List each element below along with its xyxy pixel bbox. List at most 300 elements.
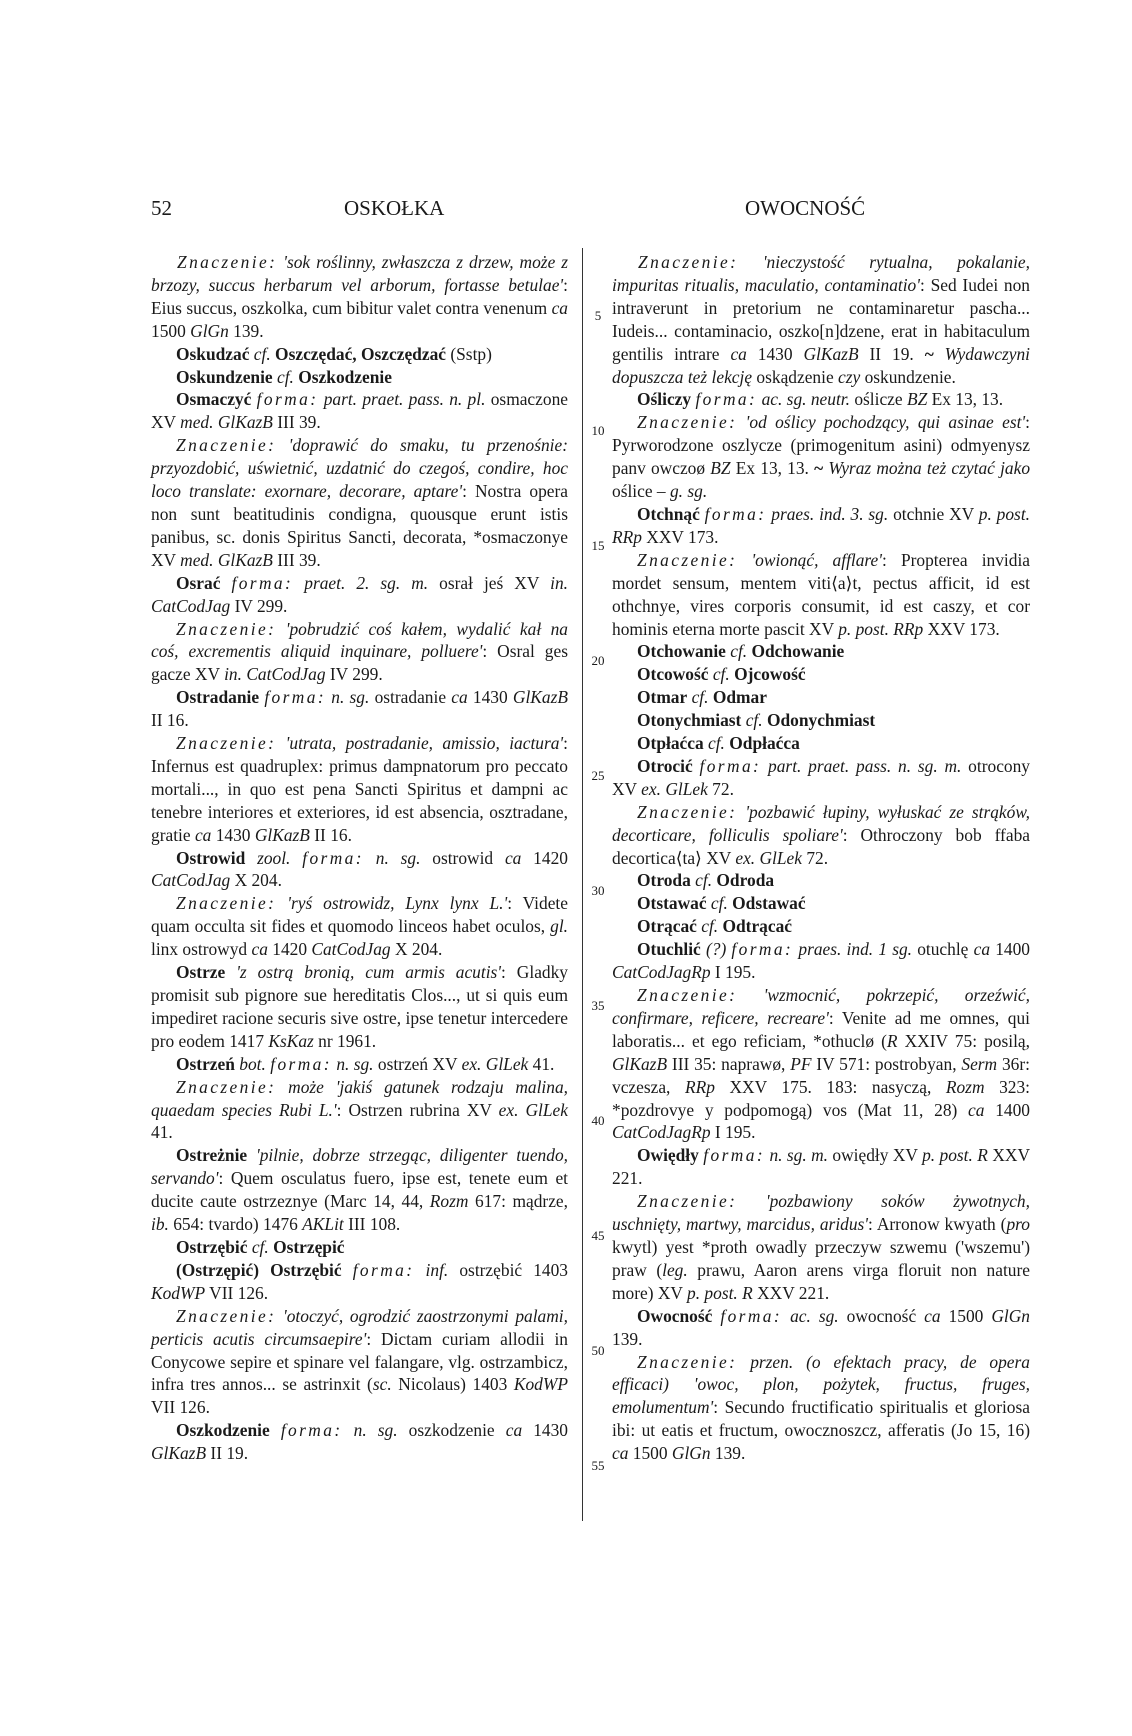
grammar: n. sg.: [336, 1053, 374, 1074]
form-label: forma:: [703, 1145, 766, 1166]
headword: Otstawać: [637, 893, 707, 914]
abbrev: gl.: [550, 916, 568, 937]
entry-paragraph: [151, 1236, 568, 1259]
citation: Nicolaus) 1403: [391, 1374, 514, 1395]
locus: XXV 221.: [752, 1282, 830, 1303]
headword: Osmaczyć: [176, 389, 252, 410]
grammar: n. sg.: [353, 1420, 398, 1441]
locus: II 19.: [858, 343, 925, 364]
citation: 323: *pozdrovye y podpomogą) vos (Mat 11, 28): [612, 1076, 1030, 1120]
form-label: forma:: [731, 939, 794, 960]
source: GlKazB: [512, 687, 568, 708]
source: GlKazB: [803, 343, 859, 364]
form-label: forma:: [256, 389, 319, 410]
citation: : Propterea invidia mordet sensum, mentem viti⟨a⟩t, pectus afficit, id est othchnye, vires corporis consumit, id est caszy, et cor hominis eterna morte pascit XV: [612, 549, 1030, 639]
abbrev: ex.: [498, 1099, 519, 1120]
locus: Ex 13, 13.: [927, 389, 1004, 410]
cf-label: cf.: [708, 664, 730, 685]
line-number: 50: [591, 1343, 605, 1358]
qualifier: zool.: [257, 847, 291, 868]
citation: : Videte quam occulta sit fides et quomodo linceos habet oculos,: [151, 893, 568, 937]
citation: oskądzenie: [752, 366, 839, 387]
abbrev: ca: [251, 939, 268, 960]
column-divider: [582, 248, 583, 1521]
meaning-label: Znaczenie:: [176, 893, 277, 914]
headword: Oszkodzenie: [176, 1420, 270, 1441]
headword: Otcowość: [637, 664, 709, 685]
locus: I 195.: [710, 1122, 756, 1143]
source: GlKazB: [151, 1443, 207, 1464]
locus: VII 126.: [151, 1397, 210, 1418]
cross-ref: Odstawać: [727, 893, 806, 914]
abbrev: ca: [194, 824, 212, 845]
line-number: 40: [591, 1113, 605, 1128]
entry-paragraph: [151, 388, 568, 434]
cf-label: cf.: [725, 641, 748, 662]
line-number: 5: [594, 308, 602, 323]
locus: IV 299.: [230, 595, 288, 616]
qualifier: bot.: [239, 1053, 266, 1074]
locus: II 16.: [151, 710, 189, 731]
locus: 139.: [710, 1443, 746, 1464]
entry-paragraph: [612, 984, 1030, 1144]
abbrev: ca: [973, 939, 991, 960]
cross-ref: Odonychmiast: [762, 710, 876, 731]
year: 1400: [984, 1099, 1030, 1120]
abbrev: czy: [838, 366, 861, 387]
grammar: praet. 2. sg. m.: [304, 572, 429, 593]
headword: Otchnąć: [637, 503, 700, 524]
entry-paragraph: [151, 1259, 568, 1305]
year: 1500: [940, 1305, 992, 1326]
abbrev: ca: [505, 1420, 523, 1441]
year: 1500: [628, 1443, 672, 1464]
entry-paragraph: [612, 732, 1030, 755]
source: R: [977, 1145, 988, 1166]
year: 1400: [990, 939, 1030, 960]
grammar: ac. sg. neutr.: [761, 389, 850, 410]
entry-paragraph: [612, 1144, 1030, 1190]
entry-paragraph: [612, 1305, 1030, 1351]
citation: oszkodzenie: [397, 1420, 506, 1441]
year: 1430: [522, 1420, 569, 1441]
abbrev: med.: [180, 549, 214, 570]
headword: Oskundzenie: [176, 366, 273, 387]
citation: : Othroczony bob ffaba decortica⟨ta⟩ XV: [612, 824, 1030, 868]
meaning-label: Znaczenie:: [638, 252, 739, 272]
citation: owocność: [838, 1305, 925, 1326]
abbrev: ex.: [641, 778, 661, 799]
citation: linx ostrowyd: [151, 939, 252, 960]
form-label: forma:: [699, 755, 762, 776]
source: GlLek: [485, 1053, 529, 1074]
source: PF: [790, 1053, 812, 1074]
abbrev: ex.: [461, 1053, 482, 1074]
grammar: g. sg.: [669, 481, 708, 502]
line-number: 15: [591, 538, 605, 553]
form-label: forma:: [720, 1305, 783, 1326]
abbrev: in.: [224, 664, 242, 685]
abbrev: ca: [730, 343, 747, 364]
headword: Otpłaćca: [637, 733, 704, 754]
citation: ostrzębić 1403: [448, 1259, 568, 1280]
citation: prawu, Aaron arens virga floruit non nature more) XV: [612, 1259, 1030, 1303]
year: 1500: [151, 320, 191, 341]
citation: osrał jeś XV: [428, 572, 551, 593]
citation: : Secundo fructificatio spiritualis et gloriosa ibi: ut eatis et fructum, owocznoszcz, afferatis (Jo 15, 16): [612, 1397, 1030, 1441]
source: KsKaz: [268, 1030, 314, 1051]
locus: II 19.: [206, 1443, 249, 1464]
citation: : Infernus est quadruplex: primus dampnatorum pro peccato mortali..., in quo est pena Sancti Spiritus et dampni ac tenebre interiores et exteriores, id est absencia, osztradane, gratie: [151, 733, 568, 845]
citation: owiędły XV: [828, 1145, 923, 1166]
cross-ref: Oszczędać, Oszczędzać: [270, 343, 446, 364]
running-header: [0, 196, 1132, 222]
locus: X 204.: [230, 870, 282, 891]
locus: IV 299.: [325, 664, 383, 685]
form-label: forma:: [695, 389, 758, 410]
source: BZ: [710, 458, 731, 479]
definition: 'sok roślinny, zwłaszcza z drzew, może z brzozy, succus herbarum vel arborum, fortasse betulae': [151, 252, 568, 295]
source: CatCodJag: [246, 664, 326, 685]
source: RRp: [684, 1076, 715, 1097]
entry-paragraph: [612, 251, 1030, 388]
meaning-label: Znaczenie:: [176, 733, 277, 754]
citation: : Nostra opera non sunt beatitudinis condigna, quousque erunt istis panibus, sc. donis Spiritus Sancti, decorata, *osmaczonye XV: [151, 481, 568, 570]
citation: : Arronow kwyath (: [868, 1214, 1007, 1235]
source: GlLek: [525, 1099, 568, 1120]
entry-paragraph: [612, 801, 1030, 870]
line-number: 45: [591, 1228, 605, 1243]
locus: II 16.: [309, 824, 352, 845]
right-headword: OWOCNOŚĆ: [745, 196, 866, 220]
entry-paragraph: [612, 709, 1030, 732]
definition: 'wzmocnić, pokrzepić, orzeźwić, confirmare, reficere, recreare': [612, 985, 1030, 1028]
entry-paragraph: [151, 892, 568, 961]
cross-ref: Odtrącać: [718, 916, 793, 937]
meaning-label: Znaczenie:: [176, 618, 277, 639]
source: BZ: [906, 389, 928, 410]
entry-paragraph: [612, 915, 1030, 938]
cross-ref: Ostrzępić: [268, 1236, 345, 1257]
source: Serm: [961, 1053, 998, 1074]
headword: Ostradanie: [176, 687, 260, 708]
year: 1420: [267, 939, 312, 960]
headword: Ostrze: [176, 962, 226, 983]
source: GlGn: [991, 1305, 1030, 1326]
tilde-icon: ~: [924, 343, 934, 364]
meaning-label: Znaczenie:: [176, 1076, 277, 1097]
entry-paragraph: [151, 1053, 568, 1076]
entry-paragraph: [151, 732, 568, 847]
meaning-label: Znaczenie:: [637, 801, 738, 822]
grammar: part. praet. pass. n. pl.: [323, 389, 486, 410]
source: CatCodJag: [151, 870, 231, 891]
form-label: forma:: [704, 503, 767, 524]
year: 1430: [467, 687, 513, 708]
headword: Otmar: [637, 687, 688, 708]
citation: oskundzenie.: [860, 366, 956, 387]
citation: oślice –: [612, 481, 670, 502]
citation: XXIV 75: posilą,: [897, 1030, 1030, 1051]
citation: otuchlę: [912, 939, 974, 960]
grammar: praes. ind. 1 sg.: [798, 939, 913, 960]
headword: Owiędły: [637, 1145, 699, 1166]
line-number: 30: [591, 883, 605, 898]
entry-paragraph: [612, 503, 1030, 549]
abbrev: ca: [551, 297, 568, 318]
form-label: forma:: [270, 1053, 332, 1074]
cross-ref: Oszkodzenie: [293, 366, 392, 387]
headword: Otchowanie: [637, 641, 726, 662]
citation: : Ostrzen rubrina XV: [336, 1099, 499, 1120]
abbrev: ca: [451, 687, 468, 708]
form-label: forma:: [302, 847, 364, 868]
locus: X 204.: [390, 939, 443, 960]
headword: Ostrzeń: [176, 1053, 235, 1074]
cross-ref: Odmar: [708, 687, 767, 708]
grammar: n. sg.: [375, 847, 421, 868]
definition: 'otoczyć, ogrodzić zaostrzonymi palami, perticis acutis circumsaepire': [151, 1305, 568, 1349]
locus: nr 1961.: [313, 1030, 377, 1051]
headword: Ostreżnie: [176, 1145, 248, 1166]
locus: 139.: [612, 1328, 643, 1349]
source: KodWP: [513, 1374, 568, 1395]
citation: ośliczе: [849, 389, 907, 410]
citation: : Eius succus, oszkolka, cum bibitur valet contra venenum: [151, 274, 568, 318]
entry-paragraph: [151, 251, 568, 343]
entry-paragraph: [612, 755, 1030, 801]
definition: 'pozbawiony soków żywotnych, uschnięty, martwy, marcidus, aridus': [612, 1191, 1030, 1235]
definition: 'pilnie, dobrze strzegąc, diligenter tuendo, servando': [151, 1145, 568, 1189]
entry-paragraph: [151, 961, 568, 1053]
definition: 'pozbawić łupiny, wyłuskać ze strąków, decorticare, folliculis spoliare': [612, 801, 1030, 845]
cf-label: cf.: [690, 870, 713, 891]
right-column: [612, 251, 1030, 1465]
locus: I 195.: [710, 962, 756, 983]
entry-paragraph: [612, 663, 1030, 686]
locus: VII 126.: [205, 1282, 269, 1303]
headword: (Ostrzępić) Ostrzębić: [176, 1259, 342, 1280]
meaning-label: Znaczenie:: [637, 549, 738, 570]
source: CatCodJagRp: [612, 962, 711, 983]
source: GlLek: [759, 847, 803, 868]
form-label: forma:: [280, 1420, 343, 1441]
abbrev: p. post.: [922, 1145, 973, 1166]
entry-paragraph: [151, 434, 568, 571]
locus: XXV 173.: [923, 618, 1000, 639]
citation: : Osral ges gacze XV: [151, 641, 568, 685]
citation: : Gladky promisit sub pignore sue hereditatis Clos..., ut si quis eum impediret racione securis sive ostre, ipse tenetur intercedere pro eodem 1417: [151, 962, 569, 1051]
abbrev: ex.: [735, 847, 756, 868]
cross-ref: Ojcowość: [729, 664, 806, 685]
note: (Sstp): [445, 343, 492, 364]
entry-paragraph: [612, 549, 1030, 641]
tilde-icon: ~: [814, 458, 824, 479]
citation: otrocony XV: [612, 755, 1030, 799]
definition: 'nieczystość rytualna, pokalanie, impuritas ritualis, maculatio, contaminatio': [612, 252, 1030, 295]
cross-ref: Odpłaćca: [724, 733, 800, 754]
locus: Ex 13, 13.: [730, 458, 815, 479]
abbrev: p. post.: [838, 618, 889, 639]
citation: osmaczone XV: [151, 389, 568, 433]
cf-label: cf.: [272, 366, 294, 387]
grammar: n. sg. m.: [769, 1145, 829, 1166]
citation: 654: tvardo) 1476: [168, 1214, 303, 1235]
meaning-label: Znaczenie:: [176, 1305, 277, 1326]
citation: : Dictam curiam allodii in Conycowe sepire et spinare vel falangare, vlg. ostrzambicz, infra tres annos... se astrinxit (: [151, 1328, 568, 1395]
meaning-label: Znaczenie:: [176, 435, 277, 456]
citation: : Quem osculatus fuero, ipse est, tenete eum et ducite caute ostrzeznye (Marc 14, 44,: [151, 1168, 568, 1212]
entry-paragraph: [151, 366, 568, 389]
entry-paragraph: [151, 618, 568, 687]
headword: Otrocić: [637, 755, 693, 776]
locus: XXV 173.: [641, 526, 719, 547]
headword: Otroda: [637, 870, 691, 891]
source: GlKazB: [254, 824, 310, 845]
line-number: 55: [591, 1458, 605, 1473]
qualifier: (?): [700, 939, 732, 960]
source: GlKazB: [612, 1053, 668, 1074]
abbrev: sc.: [372, 1374, 392, 1395]
definition: 'pobrudzić coś kałem, wydalić kał na coś, excrementis aliquid inquinare, polluere': [151, 618, 568, 662]
entry-paragraph: [612, 869, 1030, 892]
definition: przen. (o efektach pracy, de opera efficaci) 'owoc, plon, pożytek, fructus, fruges, emolumentum': [612, 1351, 1030, 1418]
entry-paragraph: [612, 1351, 1030, 1466]
citation: 617: mądrze,: [468, 1191, 568, 1212]
source: Rozm: [429, 1191, 469, 1212]
locus: 41.: [151, 1122, 173, 1143]
entry-paragraph: [612, 938, 1030, 984]
line-number: 25: [591, 768, 605, 783]
headword: Ośliczy: [637, 389, 692, 410]
meaning-label: Znaczenie:: [637, 1351, 738, 1372]
citation: XXV 175. 183: nasyczą,: [714, 1076, 946, 1097]
cf-label: cf.: [706, 893, 728, 914]
locus: 72.: [802, 847, 829, 868]
source: GlKazB: [217, 412, 273, 433]
definition: 'z ostrą bronią, cum armis acutis': [236, 962, 502, 983]
grammar: praes. ind. 3. sg.: [771, 503, 889, 524]
meaning-label: Znaczenie:: [637, 1191, 738, 1212]
abbrev: ca: [612, 1443, 629, 1464]
line-number: 20: [591, 653, 605, 668]
grammar: n. sg.: [331, 687, 370, 708]
entry-paragraph: [612, 686, 1030, 709]
meaning-label: Znaczenie:: [177, 252, 278, 272]
entry-paragraph: [151, 686, 568, 732]
cf-label: cf.: [696, 916, 719, 937]
citation: III 35: naprawø,: [667, 1053, 791, 1074]
entry-paragraph: [612, 411, 1030, 503]
locus: 72.: [707, 778, 734, 799]
form-label: forma:: [352, 1259, 415, 1280]
source: CatCodJag: [311, 939, 391, 960]
headword: Ostrowid: [176, 847, 246, 868]
source: GlGn: [671, 1443, 711, 1464]
abbrev: ca: [504, 847, 522, 868]
abbrev: p. post.: [978, 503, 1030, 524]
abbrev: in.: [550, 572, 568, 593]
citation: 36r: vczesza,: [612, 1053, 1030, 1097]
source: Rozm: [945, 1076, 985, 1097]
abbrev: ib.: [151, 1214, 169, 1235]
source: GlLek: [665, 778, 708, 799]
year: 1420: [521, 847, 568, 868]
grammar: inf.: [425, 1259, 449, 1280]
left-column: [151, 251, 568, 1465]
meaning-label: Znaczenie:: [637, 412, 738, 433]
source: R: [742, 1282, 753, 1303]
entry-paragraph: [151, 1419, 568, 1465]
entry-paragraph: [612, 1190, 1030, 1305]
entry-paragraph: [151, 1076, 568, 1145]
source: CatCodJagRp: [612, 1122, 711, 1143]
headword: Osrać: [176, 572, 221, 593]
cf-label: cf.: [247, 1236, 269, 1257]
locus: III 39.: [272, 412, 321, 433]
entry-paragraph: [612, 640, 1030, 663]
locus: XXV 221.: [612, 1145, 1031, 1189]
source: AKLit: [302, 1214, 344, 1235]
entry-paragraph: [151, 1144, 568, 1236]
definition: 'utrata, postradanie, amissio, iactura': [285, 733, 564, 754]
headword: Otonychmiast: [637, 710, 742, 731]
source: RRp: [893, 618, 924, 639]
abbrev: leg.: [662, 1259, 688, 1280]
locus: III 108.: [343, 1214, 401, 1235]
source: KodWP: [151, 1282, 206, 1303]
cf-label: cf.: [741, 710, 763, 731]
cf-label: cf.: [687, 687, 709, 708]
source: RRp: [612, 526, 642, 547]
headword: Otrącać: [637, 916, 697, 937]
entry-paragraph: [151, 1305, 568, 1420]
citation: : Sed Iudei non intraverunt in pretorium ne contaminaretur pascha... Iudeis... contaminacio, oszko[n]dzene, erat in habitaculum gentilis intrare: [612, 274, 1030, 364]
headword: Ostrzębić: [176, 1236, 248, 1257]
editor-note: Wydawczyni dopuszcza też lekcję: [612, 343, 1030, 387]
year: 1430: [211, 824, 255, 845]
citation: ostrowid: [420, 847, 505, 868]
citation: IV 571: postrobyan,: [811, 1053, 962, 1074]
headword: Otuchlić: [637, 939, 701, 960]
citation: ostrzeń XV: [373, 1053, 462, 1074]
definition: 'owionąć, afflare': [751, 549, 882, 570]
entry-paragraph: [612, 892, 1030, 915]
citation: kwytl) yest *proth owadly przeczyw szwemu ('wszemu') praw (: [612, 1236, 1030, 1280]
source: CatCodJag: [151, 595, 231, 616]
entry-paragraph: [612, 388, 1030, 411]
line-number: 35: [591, 998, 605, 1013]
entry-paragraph: [151, 343, 568, 366]
abbrev: ca: [968, 1099, 985, 1120]
left-headword: OSKOŁKA: [344, 196, 445, 220]
citation: : Pyrworodzone oszlycze (primogenitum asini) odmyenysz panv owczoø: [612, 412, 1030, 479]
grammar: ac. sg.: [790, 1305, 839, 1326]
year: 1430: [746, 343, 804, 364]
source: R: [886, 1030, 898, 1051]
headword: Owocność: [637, 1305, 713, 1326]
citation: ostradanie: [369, 687, 452, 708]
editor-note: Wyraz można też czytać jako: [823, 458, 1031, 479]
meaning-label: Znaczenie:: [637, 985, 738, 1005]
form-label: forma:: [231, 572, 294, 593]
headword: Oskudzać: [176, 343, 250, 364]
cross-ref: Odchowanie: [747, 641, 845, 662]
source: GlKazB: [217, 549, 273, 570]
page-number: 52: [151, 196, 172, 220]
definition: 'ryś ostrowidz, Lynx lynx L.': [287, 893, 508, 914]
abbrev: med.: [180, 412, 214, 433]
